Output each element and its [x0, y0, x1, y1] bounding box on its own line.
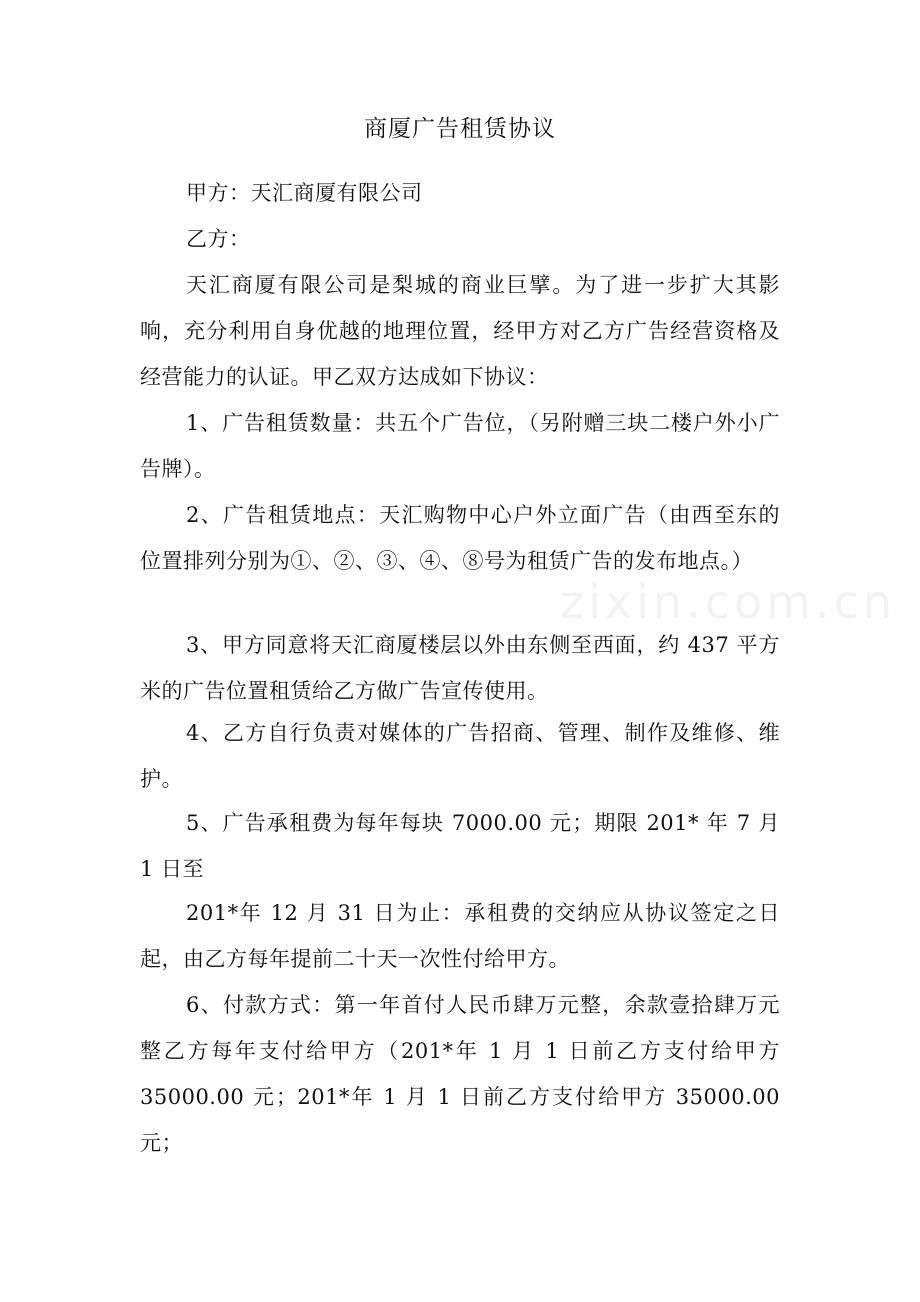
- clause-5-part-1: 5、广告承租费为每年每块 7000.00 元；期限 201* 年 7 月 1 日至: [140, 811, 780, 881]
- clause-1: 1、广告租赁数量：共五个广告位，（另附赠三块二楼户外小广告牌）。: [140, 411, 780, 481]
- clause-3: 3、甲方同意将天汇商厦楼层以外由东侧至西面，约 437 平方米的广告位置租赁给乙方做广告宣传使用。: [140, 633, 780, 703]
- party-b-line: 乙方：: [186, 227, 251, 251]
- clause-6: 6、付款方式：第一年首付人民币肆万元整，余款壹拾肆万元整乙方每年支付给甲方（201*年 1 月 1 日前乙方支付给甲方 35000.00 元；201*年 1 月 1 日前乙方支付给甲方 35000.00 元；: [140, 993, 780, 1155]
- watermark: zixin.com.cn: [560, 575, 897, 629]
- document-title: 商厦广告租赁协议: [364, 116, 556, 142]
- party-a-line: 甲方：天汇商厦有限公司: [186, 181, 423, 205]
- clause-4: 4、乙方自行负责对媒体的广告招商、管理、制作及维修、维护。: [140, 721, 780, 791]
- clause-2: 2、广告租赁地点：天汇购物中心户外立面广告（由西至东的位置排列分别为①、②、③、④、⑧号为租赁广告的发布地点。）: [140, 503, 780, 573]
- intro-paragraph: 天汇商厦有限公司是梨城的商业巨擘。为了进一步扩大其影响，充分利用自身优越的地理位置，经甲方对乙方广告经营资格及经营能力的认证。甲乙双方达成如下协议：: [140, 273, 780, 389]
- clause-5-part-2: 201*年 12 月 31 日为止：承租费的交纳应从协议签定之日起，由乙方每年提前二十天一次性付给甲方。: [140, 901, 780, 971]
